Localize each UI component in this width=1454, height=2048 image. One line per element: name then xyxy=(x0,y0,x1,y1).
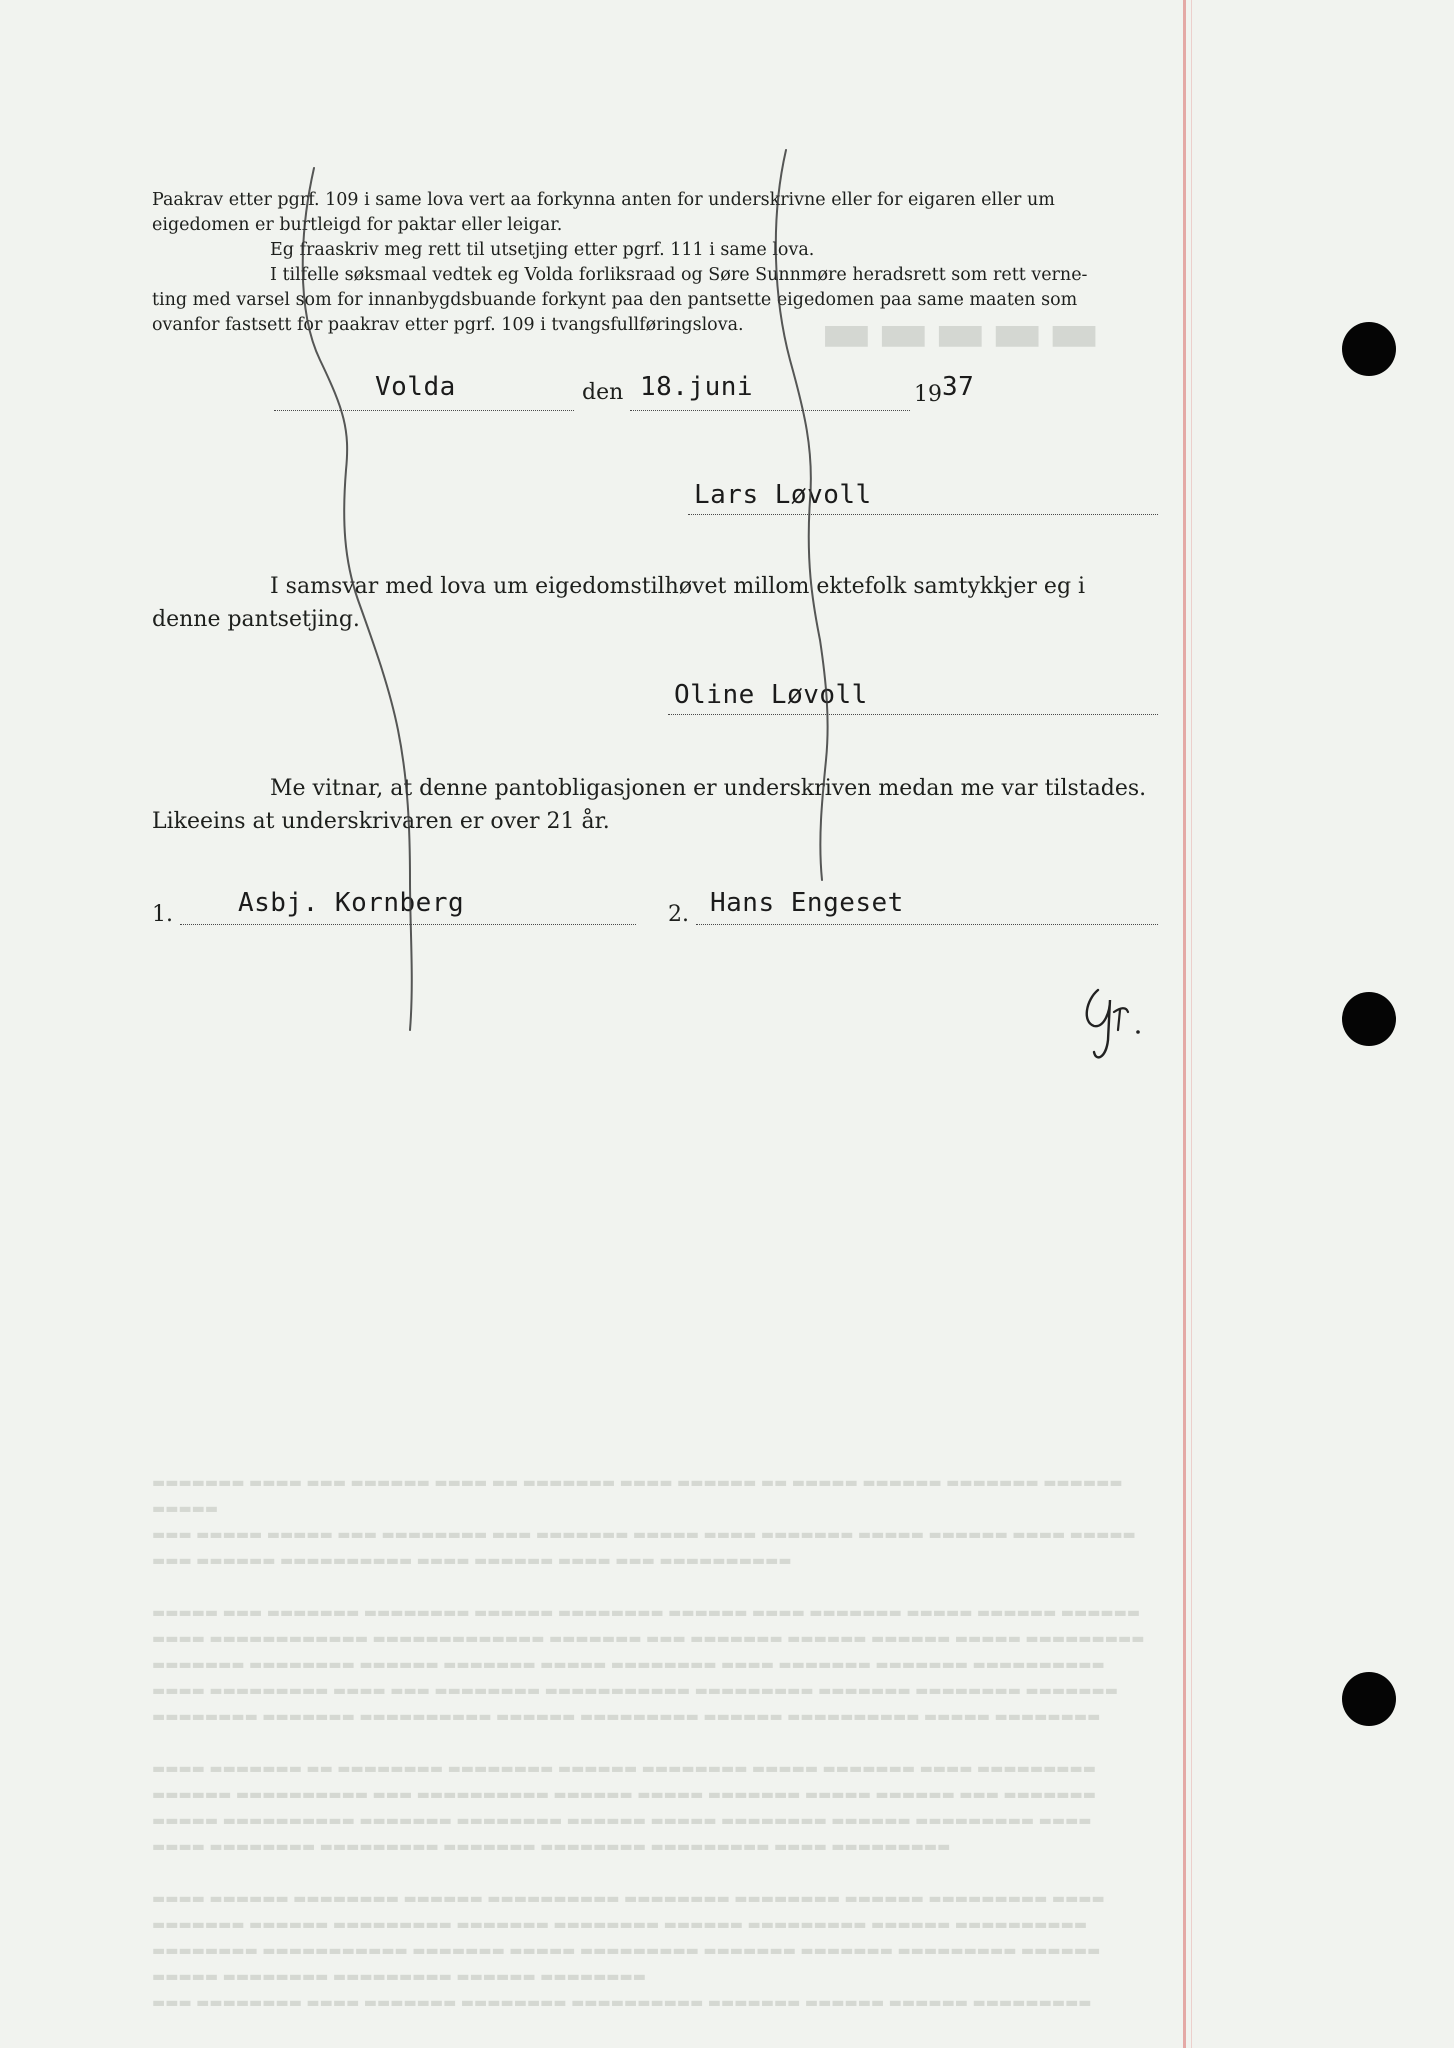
place-underline xyxy=(274,410,574,411)
signature-spouse-line xyxy=(668,714,1158,715)
signature-spouse: Oline Løvoll xyxy=(674,680,868,710)
legal-line: Paakrav etter pgrf. 109 i same lova vert aa forkynna anten for underskrivne eller for eigaren eller um xyxy=(152,190,1055,210)
witness-1-name: Asbj. Kornberg xyxy=(238,888,465,918)
witness-line: Likeeins at underskrivaren er over 21 år. xyxy=(152,809,610,834)
witness-1-line xyxy=(180,924,636,925)
witness-line: Me vitnar, at denne pantobligasjonen er underskriven medan me var tilstades. xyxy=(270,776,1147,801)
legal-paragraph xyxy=(152,188,1156,338)
punch-hole-middle xyxy=(1342,992,1396,1046)
margin-rule xyxy=(1183,0,1186,2048)
witness-2-name: Hans Engeset xyxy=(710,888,904,918)
witness-paragraph xyxy=(152,772,1156,838)
bleed-through-text: ▬▬▬▬▬▬▬ ▬▬▬▬ ▬▬▬ ▬▬▬▬▬▬ ▬▬▬▬ ▬▬ ▬▬▬▬▬▬▬ ▬▬▬▬ ▬▬▬▬▬▬ ▬▬ ▬▬▬▬▬ ▬▬▬▬▬▬ ▬▬▬▬▬▬▬ ▬▬▬▬▬▬ ▬▬▬▬▬ ▬▬▬ ▬▬▬▬▬ ▬▬▬▬▬ ▬▬▬ ▬▬▬▬▬▬▬▬ ▬▬▬ ▬▬▬▬▬▬▬ ▬▬▬▬▬ ▬▬▬▬ ▬▬▬▬▬▬▬ ▬▬▬▬▬ ▬▬▬▬▬▬ ▬▬▬▬ ▬▬▬▬▬ ▬▬▬ ▬▬▬▬▬▬ ▬▬▬▬▬▬▬▬▬▬ ▬▬▬▬ ▬▬▬▬▬▬ ▬▬▬▬ ▬▬▬ ▬▬▬▬▬▬▬▬▬▬ ▬▬▬▬▬ ▬▬▬ ▬▬▬▬▬▬▬ ▬▬▬▬▬▬▬▬ ▬▬▬▬▬▬ ▬▬▬▬▬▬▬▬ ▬▬▬▬▬▬ ▬▬▬▬ ▬▬▬▬▬▬▬ ▬▬▬▬▬ ▬▬▬▬▬▬ ▬▬▬▬▬▬ ▬▬▬▬ ▬▬▬▬▬▬▬▬▬▬▬▬ ▬▬▬▬▬▬▬▬▬▬▬▬▬ ▬▬▬▬▬▬▬ ▬▬▬ ▬▬▬▬▬▬▬ ▬▬▬▬▬▬ ▬▬▬▬▬▬ ▬▬▬▬▬ ▬▬▬▬▬▬▬▬▬ ▬▬▬▬▬▬▬ ▬▬▬▬▬▬▬▬ ▬▬▬▬▬▬ ▬▬▬▬▬▬▬ ▬▬▬▬▬ ▬▬▬▬▬▬▬▬ ▬▬▬▬ ▬▬▬▬▬▬▬ ▬▬▬▬▬▬▬ ▬▬▬▬▬▬▬▬▬▬ ▬▬▬▬ ▬▬▬▬▬▬▬▬▬ ▬▬▬▬ ▬▬▬ ▬▬▬▬▬▬▬▬ ▬▬▬▬▬▬▬▬▬▬▬ ▬▬▬▬▬▬▬▬▬ ▬▬▬▬▬▬▬ ▬▬▬▬▬▬▬▬ ▬▬▬▬▬▬▬ ▬▬▬▬▬▬▬▬ ▬▬▬▬▬▬▬ ▬▬▬▬▬▬▬▬▬▬ ▬▬▬▬▬▬ ▬▬▬▬▬▬▬▬▬ ▬▬▬▬▬▬ ▬▬▬▬▬▬▬▬▬▬ ▬▬▬▬▬ ▬▬▬▬▬▬▬▬ ▬▬▬▬ ▬▬▬▬▬▬▬ ▬▬ ▬▬▬▬▬▬▬▬ ▬▬▬▬▬▬▬▬ ▬▬▬▬▬▬ ▬▬▬▬▬▬▬▬ ▬▬▬▬▬ ▬▬▬▬▬▬▬ ▬▬▬▬ ▬▬▬▬▬▬▬▬▬ ▬▬▬▬▬▬ ▬▬▬▬▬▬▬▬▬▬ ▬▬▬ ▬▬▬▬▬▬▬▬▬▬ ▬▬▬▬▬▬ ▬▬▬▬▬ ▬▬▬▬▬▬▬ ▬▬▬▬▬ ▬▬▬▬▬▬ ▬▬▬ ▬▬▬▬▬▬▬ ▬▬▬▬▬ ▬▬▬▬▬▬▬▬▬▬ ▬▬▬▬▬▬▬ ▬▬▬▬▬▬▬▬ ▬▬▬▬▬▬ ▬▬▬▬▬ ▬▬▬▬▬▬▬▬ ▬▬▬▬▬▬ ▬▬▬▬▬▬▬▬▬ ▬▬▬▬ ▬▬▬▬ ▬▬▬▬▬▬▬▬ ▬▬▬▬▬▬▬▬▬ ▬▬▬▬▬▬▬ ▬▬▬▬▬▬▬▬ ▬▬▬▬▬▬▬▬▬ ▬▬▬▬ ▬▬▬▬▬▬▬▬▬ ▬▬▬▬ ▬▬▬▬▬▬ ▬▬▬▬▬▬▬▬ ▬▬▬▬▬▬ ▬▬▬▬▬▬▬▬▬▬ ▬▬▬▬▬▬▬▬ ▬▬▬▬▬▬▬▬ ▬▬▬▬▬▬ ▬▬▬▬▬▬▬▬▬ ▬▬▬▬ ▬▬▬▬▬▬▬ ▬▬▬▬▬▬ ▬▬▬▬▬▬▬▬▬ ▬▬▬▬▬▬▬ ▬▬▬▬▬▬▬▬ ▬▬▬▬▬▬ ▬▬▬▬▬▬▬▬▬ ▬▬▬▬▬▬ ▬▬▬▬▬▬▬▬▬▬ ▬▬▬▬▬▬▬▬ ▬▬▬▬▬▬▬▬▬▬▬ ▬▬▬▬▬▬▬ ▬▬▬▬▬ ▬▬▬▬▬▬▬▬▬ ▬▬▬▬▬▬▬ ▬▬▬▬▬▬▬ ▬▬▬▬▬▬▬▬▬ ▬▬▬▬▬▬ ▬▬▬▬▬ ▬▬▬▬▬▬▬▬ ▬▬▬▬▬▬▬▬▬ ▬▬▬▬▬▬ ▬▬▬▬▬▬▬▬ ▬▬▬ ▬▬▬▬▬▬▬▬ ▬▬▬▬ ▬▬▬▬▬▬▬ ▬▬▬▬▬▬▬▬ ▬▬▬▬▬▬▬▬▬▬ ▬▬▬▬▬▬▬ ▬▬▬▬▬▬ ▬▬▬▬▬▬ ▬▬▬▬▬▬▬▬▬ xyxy=(152,1475,1145,2010)
year-prefix: 19 xyxy=(914,382,942,407)
place-field: Volda xyxy=(375,372,456,402)
witness-number-1: 1. xyxy=(152,902,173,927)
date-label: den xyxy=(582,380,624,405)
consent-line: denne pantsetjing. xyxy=(152,607,360,632)
legal-line: Eg fraaskriv meg rett til utsetjing etter pgrf. 111 i same lova. xyxy=(270,240,815,260)
consent-paragraph xyxy=(152,570,1156,636)
legal-line: ovanfor fastsett for paakrav etter pgrf. 109 i tvangsfullføringslova. xyxy=(152,315,744,335)
consent-line: I samsvar med lova um eigedomstilhøvet millom ektefolk samtykkjer eg i xyxy=(270,574,1086,599)
witness-2-line xyxy=(696,924,1158,925)
punch-hole-top xyxy=(1342,322,1396,376)
legal-line: eigedomen er burtleigd for paktar eller leigar. xyxy=(152,215,563,235)
signature-borrower-line xyxy=(688,514,1158,515)
legal-line: ting med varsel som for innanbygdsbuande forkynt paa den pantsette eigedomen paa same maaten som xyxy=(152,290,1078,310)
margin-rule-secondary xyxy=(1191,0,1192,2048)
date-field: 18.juni xyxy=(640,372,754,402)
bleed-through-heading: ▬▬▬▬▬ xyxy=(820,300,1105,365)
date-underline xyxy=(630,410,910,411)
witness-number-2: 2. xyxy=(668,902,689,927)
legal-line: I tilfelle søksmaal vedtek eg Volda forliksraad og Søre Sunnmøre heradsrett som rett verne- xyxy=(270,265,1088,285)
signature-borrower: Lars Løvoll xyxy=(694,480,872,510)
year-field: 37 xyxy=(942,372,975,402)
punch-hole-bottom xyxy=(1342,1672,1396,1726)
